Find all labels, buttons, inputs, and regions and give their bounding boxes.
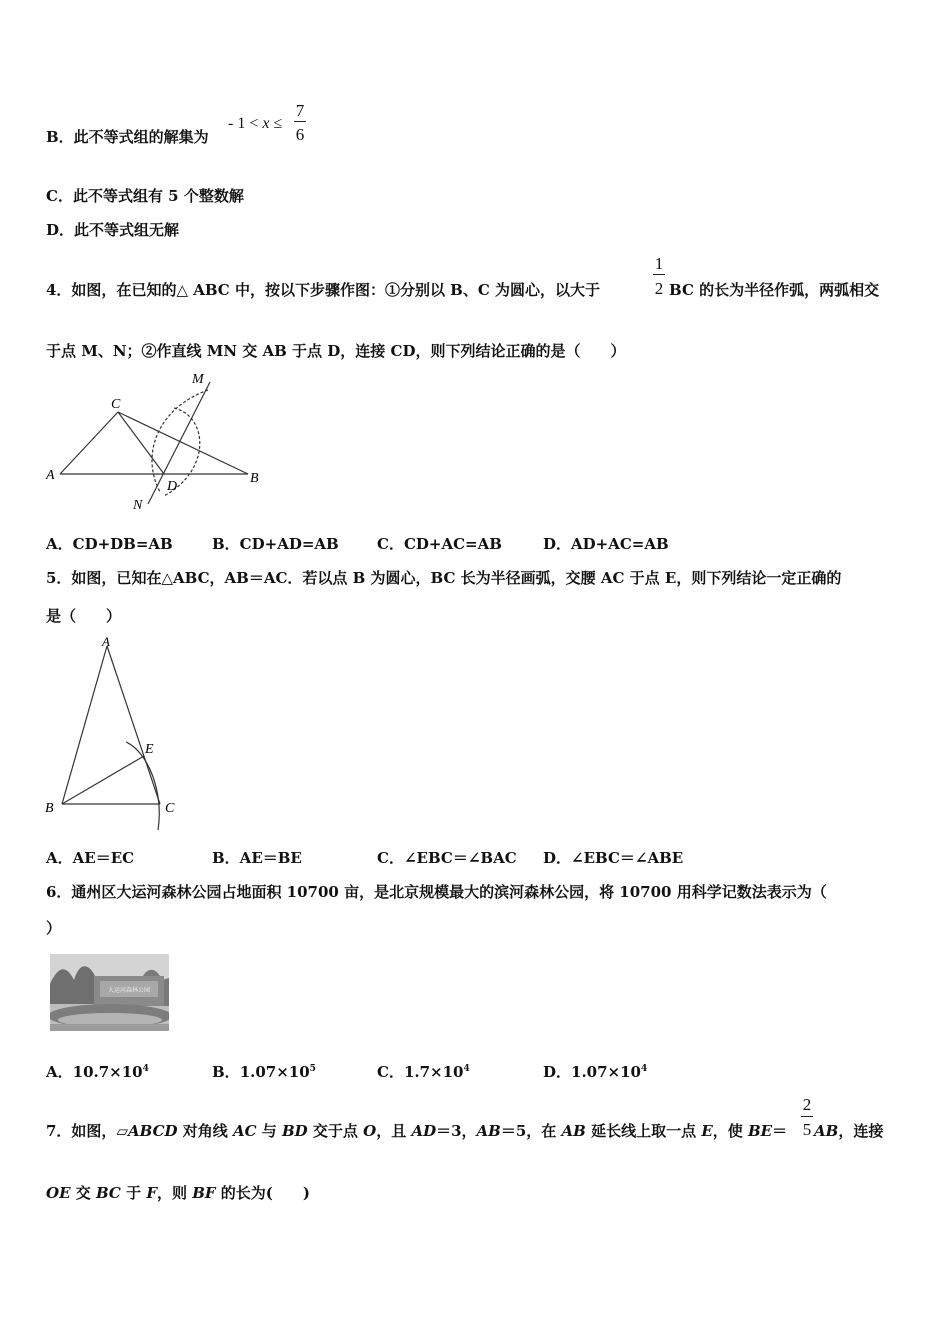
q6-line2: ） [46, 919, 62, 937]
q5-figure [40, 632, 190, 832]
q3-option-b-inequality: - 1 < x ≤ [228, 115, 283, 132]
q3-frac-bar [294, 121, 306, 122]
q4-label-b: B [250, 471, 259, 486]
q3-option-b: B．此不等式组的解集为 [46, 128, 209, 146]
park-photo [50, 954, 169, 1031]
q3-option-d: D．此不等式组无解 [46, 221, 180, 239]
q4-option-b: B．CD+AD=AB [212, 535, 339, 553]
q4-segment-ac [60, 412, 118, 474]
q4-option-d: D．AD+AC=AB [543, 535, 669, 553]
q5-line2: 是（ ） [46, 607, 122, 625]
q5-segment-ab [62, 646, 107, 804]
q4-figure [40, 368, 270, 516]
q5-label-c: C [165, 801, 175, 816]
q4-line1-part1: 4．如图，在已知的△ ABC 中，按以下步骤作图：①分别以 B、C 为圆心，以大于 [46, 281, 601, 299]
q6-option-a: A．$10.7\times 10^4$ [46, 1063, 149, 1081]
q7-frac-bar [801, 1116, 813, 1117]
q4-frac-numerator: 1 [654, 254, 664, 273]
q4-label-d: D [167, 479, 178, 494]
park-photo-graphic [50, 954, 169, 1031]
q4-segment-bc [118, 412, 248, 474]
q6-option-d: D．$1.07\times 10^4$ [543, 1063, 648, 1081]
q5-line1: 5．如图，已知在△ABC，AB＝AC．若以点 B 为圆心，BC 长为半径画弧，交腰 AC 于点 E，则下列结论一定正确的 [46, 569, 842, 587]
q4-segment-cd [118, 412, 164, 474]
q4-label-n: N [133, 498, 143, 513]
q3-option-c: C．此不等式组有 5 个整数解 [46, 187, 244, 205]
q4-label-c: C [111, 397, 121, 412]
q4-frac-bar [653, 274, 665, 275]
q4-label-a: A [46, 468, 55, 483]
q5-option-c: C．∠EBC＝∠BAC [377, 849, 517, 867]
q7-line1: 7．如图，▱ABCD 对角线 AC 与 BD 交于点 O，且 AD＝3，AB＝5，在 AB 延长线上取一点 E，使 BE＝ [46, 1122, 788, 1140]
q5-option-d: D．∠EBC＝∠ABE [543, 849, 684, 867]
q6-option-b: B．$1.07\times 10^5$ [212, 1063, 316, 1081]
park-sign-text: 大运河森林公园 [107, 987, 151, 994]
q3-frac-numerator: 7 [295, 101, 305, 120]
q5-label-e: E [145, 742, 154, 757]
q5-segment-ac [107, 646, 160, 804]
q4-option-c: C．CD+AC=AB [377, 535, 502, 553]
q5-option-a: A．AE＝EC [46, 849, 135, 867]
q5-segment-be [62, 756, 144, 804]
q3-frac-denominator: 6 [295, 125, 305, 144]
q5-label-b: B [45, 801, 54, 816]
q4-line1-part2: BC 的长为半径作弧，两弧相交 [669, 281, 880, 299]
q6-line1: 6．通州区大运河森林公园占地面积 10700 亩，是北京规模最大的滨河森林公园，将 10700 用科学记数法表示为（ [46, 883, 827, 901]
q7-line1-tail: AB，连接 [814, 1122, 884, 1140]
q4-label-m: M [192, 372, 204, 387]
q5-label-a: A [102, 634, 110, 649]
q4-line2: 于点 M、N；②作直线 MN 交 AB 于点 D，连接 CD，则下列结论正确的是（ ） [46, 342, 626, 360]
q6-option-c: C．$1.7\times 10^4$ [377, 1063, 470, 1081]
q4-frac-denominator: 2 [654, 279, 664, 298]
q7-frac-denominator: 5 [802, 1120, 812, 1139]
q7-frac-numerator: 2 [802, 1095, 812, 1114]
q5-option-b: B．AE＝BE [212, 849, 302, 867]
q4-option-a: A．CD+DB=AB [46, 535, 173, 553]
q7-line2: OE 交 BC 于 F，则 BF 的长为( ) [46, 1184, 310, 1202]
